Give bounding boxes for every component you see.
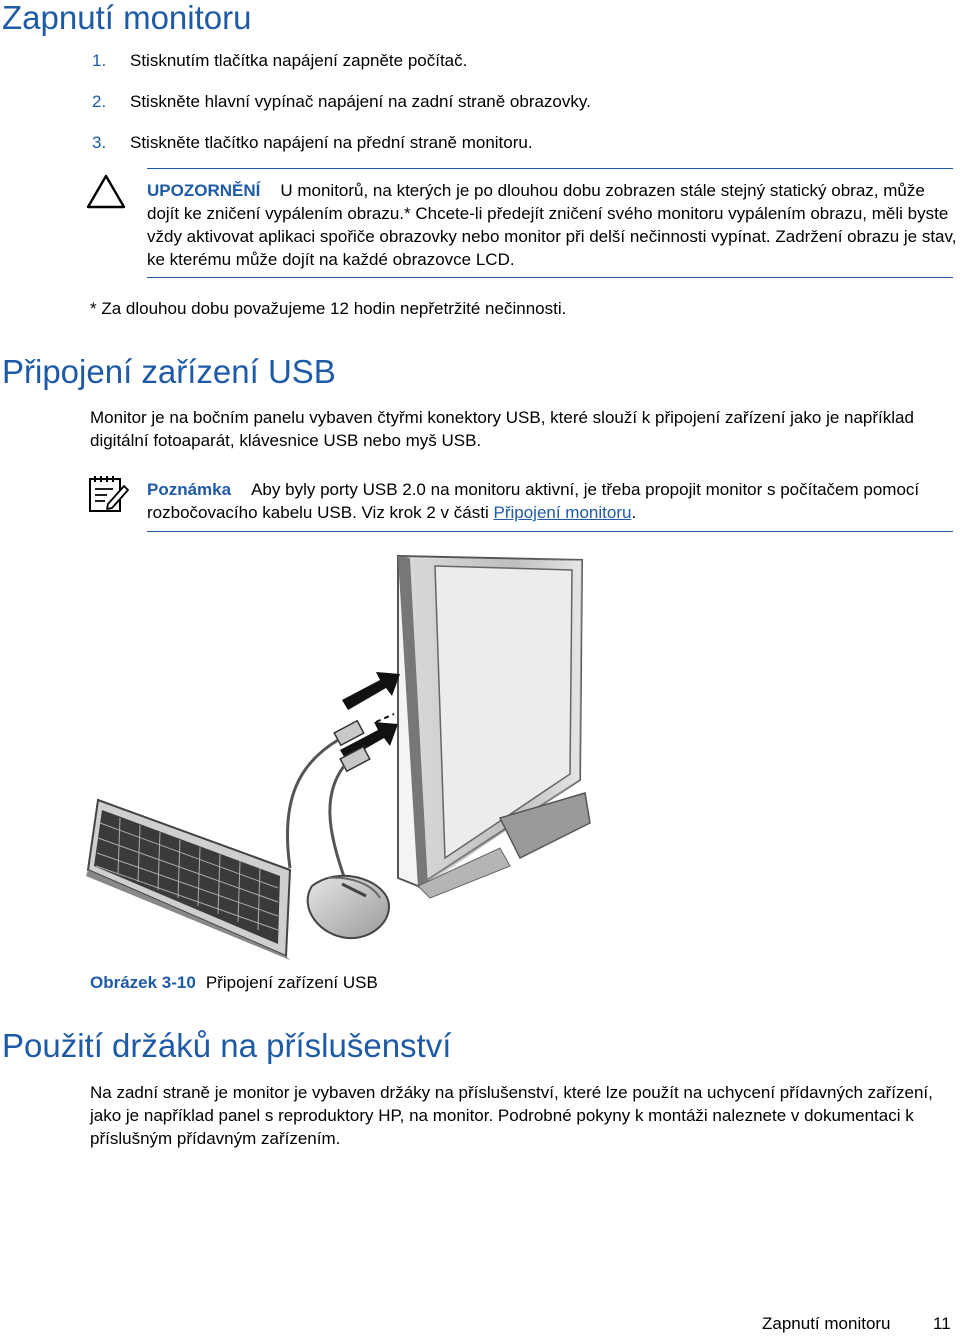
note-bottom-rule (147, 531, 953, 532)
insertion-arrows-graphic (340, 672, 400, 760)
caution-label: UPOZORNĚNÍ (147, 181, 261, 200)
step-number: 2. (92, 92, 107, 111)
note-pad-icon (86, 472, 130, 514)
caution-top-rule (147, 168, 953, 169)
step-2 (92, 91, 591, 113)
page-title: Zapnutí monitoru (2, 0, 252, 36)
section-heading-accessories: Použití držáků na příslušenství (2, 1027, 452, 1064)
usb-connection-illustration (80, 548, 600, 968)
step-text: Stisknutím tlačítka napájení zapněte počítač. (130, 51, 468, 70)
section-heading-usb: Připojení zařízení USB (2, 353, 336, 390)
monitor-graphic (398, 556, 590, 898)
cross-reference-link[interactable]: Připojení monitoru (493, 503, 632, 522)
warning-triangle-icon (86, 174, 126, 210)
caution-text: U monitorů, na kterých je po dlouhou dobu zobrazen stále stejný statický obraz, může dojít ke zničení vypálením obrazu.* Chcete-li předejít zničení svého monitoru vypálením obrazu, měli byste vždy aktivovat aplikaci spořiče obrazovky nebo monitor při delší nečinnosti vypínat. Zadržení obrazu je stav, ke kterému může dojít na každé obrazovce LCD. (147, 181, 957, 269)
figure-label: Obrázek 3-10 (90, 973, 196, 992)
caution-bottom-rule (147, 277, 953, 278)
footnote: * Za dlouhou dobu považujeme 12 hodin nepřetržité nečinnosti. (90, 299, 567, 318)
note-end: . (631, 503, 637, 522)
figure-caption (90, 971, 378, 994)
step-3 (92, 132, 533, 154)
step-text: Stiskněte hlavní vypínač napájení na zadní straně obrazovky. (130, 92, 591, 111)
usb-body-text: Monitor je na bočním panelu vybaven čtyřmi konektory USB, které slouží k připojení zařízení jako je například digitální fotoaparát, klávesnice USB nebo myš USB. (90, 408, 914, 450)
step-text: Stiskněte tlačítko napájení na přední straně monitoru. (130, 133, 533, 152)
caution-block (147, 179, 957, 271)
mouse-graphic (308, 876, 389, 938)
note-label: Poznámka (147, 480, 232, 499)
accessories-body-text: Na zadní straně je monitor je vybaven držáky na příslušenství, které lze použít na uchycení přídavných zařízení, jako je například panel s reproduktory HP, na monitor. Podrobné pokyny k montáži naleznete v dokumentaci k příslušným přídavným zařízením. (90, 1083, 933, 1148)
footer-title: Zapnutí monitoru (762, 1314, 891, 1333)
step-number: 1. (92, 51, 107, 70)
keyboard-graphic (86, 800, 290, 960)
note-text: Aby byly porty USB 2.0 na monitoru aktivní, je třeba propojit monitor s počítačem pomocí rozbočovacího kabelu USB. Viz krok 2 v části (147, 480, 920, 522)
note-block (147, 478, 957, 524)
step-number: 3. (92, 133, 107, 152)
page-number: 11 (933, 1314, 951, 1333)
step-1 (92, 50, 467, 72)
figure-caption-text: Připojení zařízení USB (205, 973, 378, 992)
